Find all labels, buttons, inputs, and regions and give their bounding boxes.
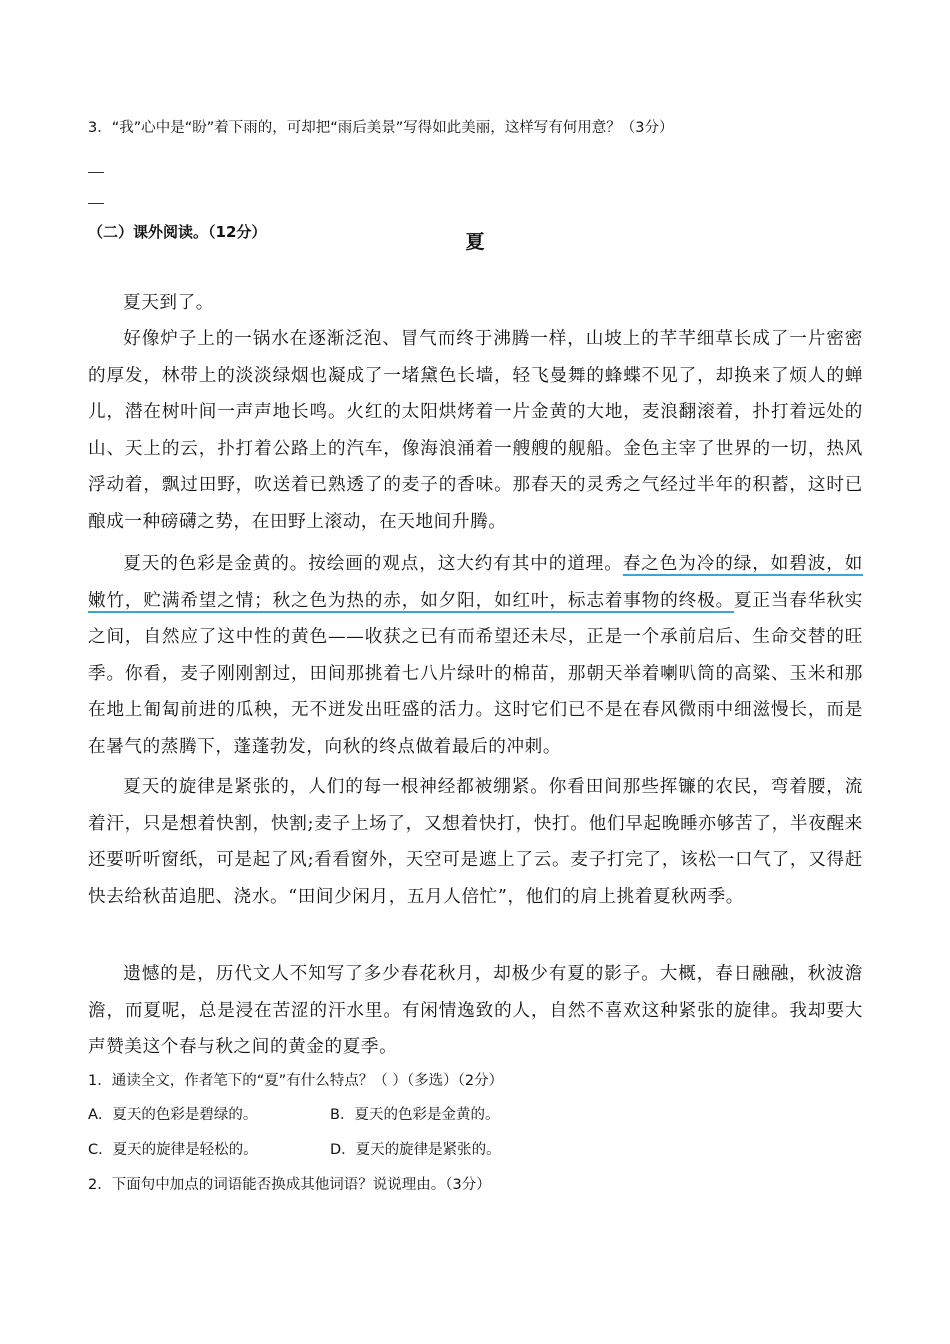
option-d: D．夏天的旋律是紧张的。: [330, 1142, 501, 1158]
answer-line-1: [88, 172, 104, 173]
paragraph-5-text: 遗憾的是，历代文人不知写了多少春花秋月，却极少有夏的影子。大概，春日融融，秋波澹澹，而夏呢，总是浸在苦涩的汗水里。有闲情逸致的人，自然不喜欢这种紧张的旋律。我却要大声赞美这个春与秋之间的黄金的夏季。: [88, 964, 863, 1057]
option-c: C．夏天的旋律是轻松的。: [88, 1142, 258, 1158]
paragraph-2-text: 好像炉子上的一锅水在逐渐泛泡、冒气而终于沸腾一样，山坡上的芊芊细草长成了一片密密的厚发，林带上的淡淡绿烟也凝成了一堵黛色长墙，轻飞曼舞的蜂蝶不见了，却换来了烦人的蝉儿，潜在树叶间一声声地长鸣。火红的太阳烘烤着一片金黄的大地，麦浪翻滚着，扑打着远处的山、天上的云，扑打着公路上的汽车，像海浪涌着一艘艘的舰船。金色主宰了世界的一切，热风浮动着，飘过田野，吹送着已熟透了的麦子的香味。那春天的灵秀之气经过半年的积蓄，这时已酿成一种磅礴之势，在田野上滚动，在天地间升腾。: [88, 329, 863, 532]
paragraph-1-text: 夏天到了。: [123, 293, 214, 313]
answer-line-2: [88, 203, 104, 204]
paragraph-3-text-start: 夏天的色彩是金黄的。按绘画的观点，这大约有其中的道理。: [123, 554, 623, 574]
option-b: B．夏天的色彩是金黄的。: [330, 1107, 500, 1123]
question-2: 2．下面句中加点的词语能否换成其他词语？说说理由。（3分）: [88, 1177, 491, 1193]
article-title: 夏: [465, 231, 485, 253]
section-title: （二）课外阅读。（12分）: [88, 223, 267, 241]
article-paragraph-2: [88, 321, 863, 540]
question-3: 3．“我”心中是“盼”着下雨的，可却把“雨后美景”写得如此美丽，这样写有何用意？（3分）: [88, 120, 674, 136]
article-paragraph-5: [88, 956, 863, 1066]
article-paragraph-3: [88, 546, 863, 765]
paragraph-3-text-end: 夏正当春华秋实之间，自然应了这中性的黄色——收获之已有而希望还未尽，正是一个承前启后、生命交替的旺季。你看，麦子刚刚割过，田间那挑着七八片绿叶的棉苗，那朝天举着喇叭筒的高粱、玉米和那在地上匍匐前进的瓜秧，无不迸发出旺盛的活力。这时它们已不是在春风微雨中细滋慢长，而是在暑气的蒸腾下，蓬蓬勃发，向秋的终点做着最后的冲刺。: [88, 590, 863, 757]
underlined-sentence: 春之色为冷的绿，如碧波，如嫩竹，贮满希望之情；秋之色为热的赤，如夕阳，如红叶，标志着事物的终极。: [88, 554, 864, 611]
paragraph-4-text: 夏天的旋律是紧张的，人们的每一根神经都被绷紧。你看田间那些挥镰的农民，弯着腰，流着汗，只是想着快割，快割;麦子上场了，又想着快打，快打。他们早起晚睡亦够苦了，半夜醒来还要听听窗纸，可是起了风;看看窗外，天空可是遮上了云。麦子打完了，该松一口气了，又得赶快去给秋苗追肥、浇水。“田间少闲月，五月人倍忙”，他们的肩上挑着夏秋两季。: [88, 777, 863, 907]
question-1: 1．通读全文，作者笔下的“夏”有什么特点？（ ）（多选）（2分）: [88, 1073, 504, 1089]
article-paragraph-1: [88, 285, 863, 322]
option-a: A．夏天的色彩是碧绿的。: [88, 1107, 258, 1123]
article-paragraph-4: [88, 769, 863, 915]
